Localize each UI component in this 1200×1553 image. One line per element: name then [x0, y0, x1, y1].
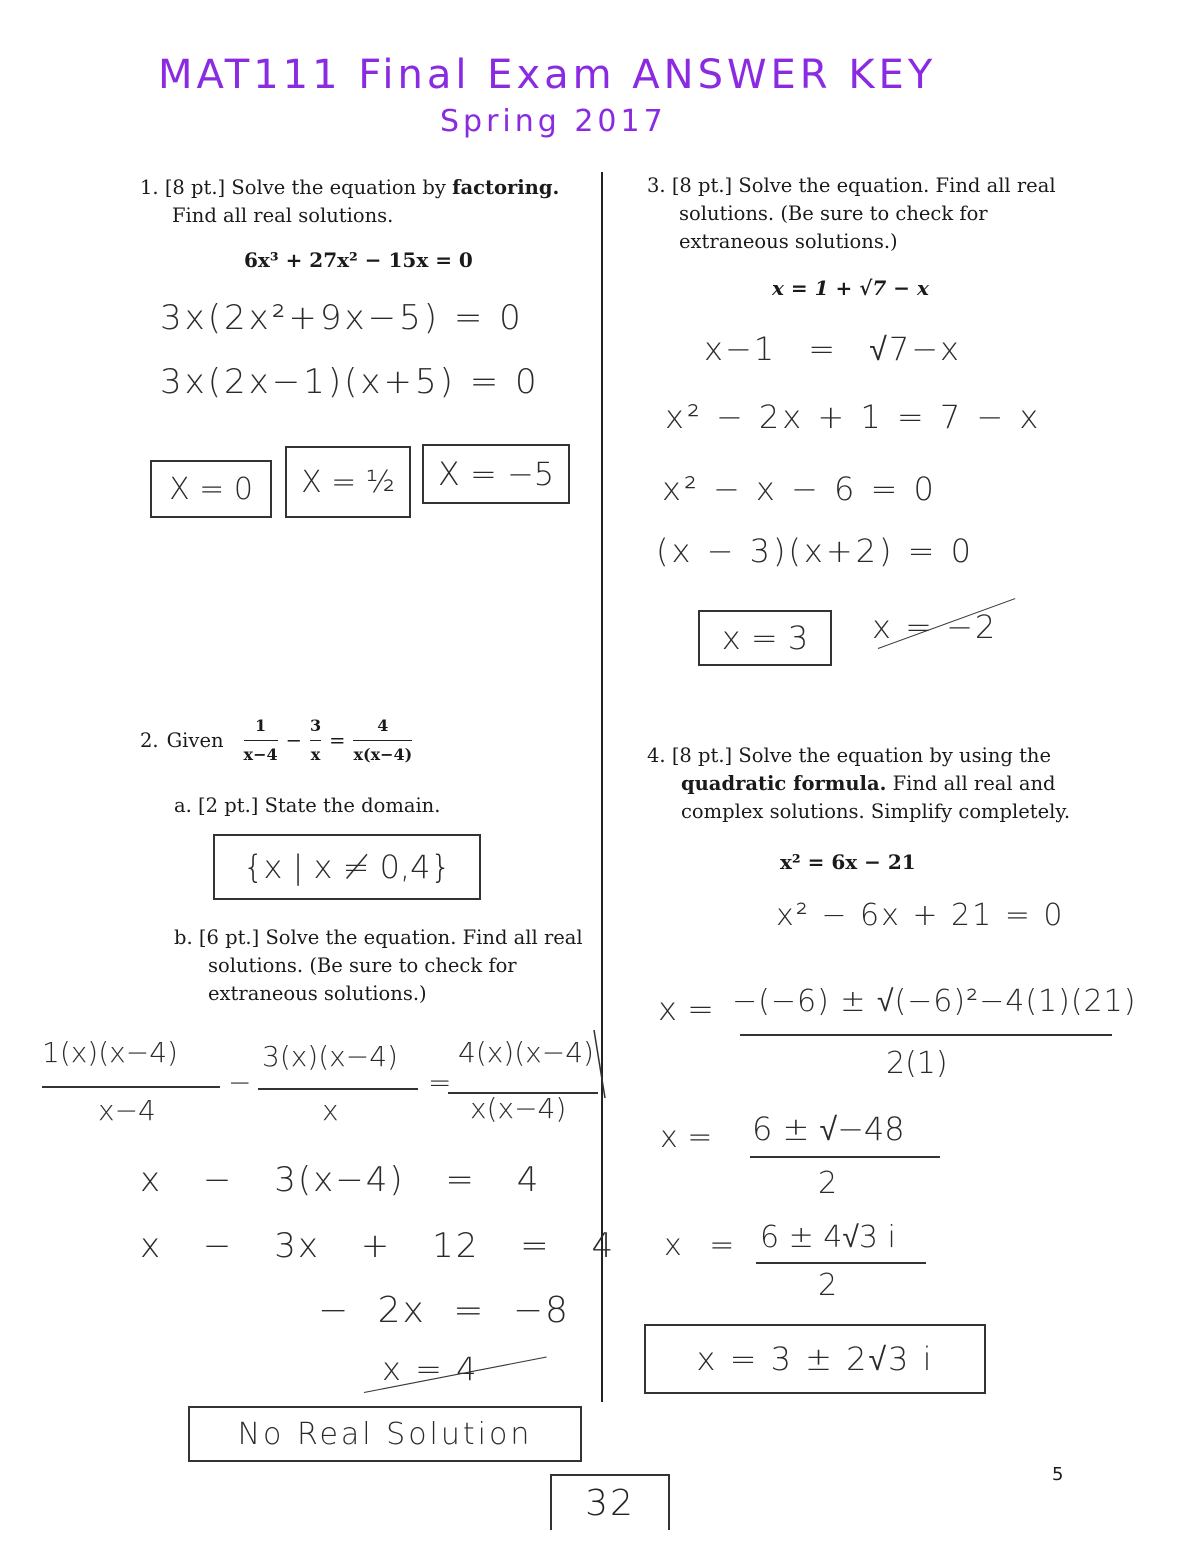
- total-score: 32: [585, 1482, 635, 1524]
- q4-work-line-1: x² − 6x + 21 = 0: [776, 898, 1065, 933]
- q4-step2-numerator: 6 ± √−48: [752, 1110, 905, 1148]
- q4-step3-numerator: 6 ± 4√3 i: [760, 1220, 896, 1255]
- q2b-equals: =: [428, 1066, 452, 1099]
- q2a-prompt: a. [2 pt.] State the domain.: [174, 794, 441, 817]
- q2a-answer: {x | x ≠ 0,4}: [243, 848, 451, 886]
- q4-step3-lhs: x =: [664, 1228, 735, 1263]
- q3-equation: x = 1 + √7 − x: [772, 276, 929, 300]
- q2b-work-den-1: x−4: [98, 1094, 156, 1127]
- q1-equation: 6x³ + 27x² − 15x = 0: [244, 248, 473, 272]
- q4-formula-numerator: −(−6) ± √(−6)²−4(1)(21): [732, 984, 1137, 1019]
- q2b-work-line-3: − 2x = −8: [318, 1290, 570, 1331]
- q1-answer-3: X = −5: [437, 455, 555, 493]
- q4-equation: x² = 6x − 21: [780, 850, 916, 874]
- q1-answer-2: X = ½: [301, 464, 395, 500]
- q4-step2-denominator: 2: [818, 1166, 838, 1201]
- q1-number: 1.: [140, 176, 159, 199]
- q4-step2-lhs: x =: [660, 1120, 713, 1155]
- q4-step2-bar: [750, 1156, 940, 1158]
- q2-minus: −: [285, 728, 302, 752]
- q4-formula-lhs: x =: [658, 990, 714, 1028]
- q2b-prompt: b. [6 pt.] Solve the equation. Find all real solutions. (Be sure to check for extraneous solutions.): [174, 926, 583, 1005]
- page-title: MAT111 Final Exam ANSWER KEY: [158, 52, 937, 98]
- question-3: 3. [8 pt.] Solve the equation. Find all real solutions. (Be sure to check for extraneous solutions.): [647, 174, 1056, 253]
- q2b-work-num-1: 1(x)(x−4): [42, 1036, 178, 1069]
- q2b-work-num-2: 3(x)(x−4): [262, 1040, 398, 1073]
- q4-formula-bar: [740, 1034, 1112, 1036]
- q2-fraction-3: $\frac{4}{x(x-4)}$: [353, 716, 413, 764]
- q1-text-bold: factoring.: [452, 176, 560, 199]
- q2-number: 2.: [140, 728, 159, 752]
- q2b-work-den-2: x: [322, 1094, 339, 1127]
- q3-work-line-4: (x − 3)(x+2) = 0: [656, 532, 975, 570]
- q2-fraction-2: $\frac{3}{x}$: [309, 716, 322, 764]
- q3-work-line-3: x² − x − 6 = 0: [662, 470, 937, 508]
- q4-answer-box: [644, 1324, 986, 1394]
- q1-text-2: Find all real solutions.: [172, 204, 394, 227]
- total-score-box: [550, 1474, 670, 1530]
- q2-given: Given: [166, 728, 224, 752]
- q1-work-line-1: 3x(2x²+9x−5) = 0: [160, 298, 524, 338]
- q2b-answer: No Real Solution: [237, 1416, 533, 1452]
- q3-work-line-1: x−1 = √7−x: [704, 330, 961, 368]
- q4-formula-denominator: 2(1): [886, 1046, 948, 1081]
- q4-step3-bar: [756, 1262, 926, 1264]
- q2-equals: =: [329, 728, 346, 752]
- page-number: 5: [1052, 1464, 1064, 1485]
- q2-fraction-1: $\frac{1}{x-4}$: [243, 716, 278, 764]
- q2b-work-line-1: x − 3(x−4) = 4: [140, 1160, 541, 1200]
- q1-work-line-2: 3x(2x−1)(x+5) = 0: [160, 362, 540, 402]
- q2b-answer-box: [188, 1406, 582, 1462]
- q2b-work-line-4-rejected: x = 4: [382, 1350, 479, 1388]
- q1-points: [8 pt.]: [164, 176, 226, 199]
- q3-rejected-solution: x = −2: [872, 608, 998, 646]
- q2b-work-line-2: x − 3x + 12 = 4: [140, 1226, 616, 1266]
- question-4: 4. [8 pt.] Solve the equation by using the quadratic formula. Find all real and complex solutions. Simplify completely.: [647, 744, 1071, 823]
- page-subtitle: Spring 2017: [440, 104, 667, 139]
- q2b-work-den-3: x(x−4): [470, 1092, 567, 1125]
- q3-work-line-2: x² − 2x + 1 = 7 − x: [665, 398, 1042, 436]
- q4-answer: x = 3 ± 2√3 i: [696, 1340, 934, 1378]
- q1-text: Solve the equation by: [231, 176, 446, 199]
- q1-answer-1: X = 0: [169, 471, 253, 507]
- q3-answer-box: [698, 610, 832, 666]
- q3-answer: x = 3: [721, 619, 809, 657]
- q4-step3-denominator: 2: [818, 1268, 838, 1303]
- q2b-minus: −: [228, 1066, 252, 1099]
- q2b-work-num-3: 4(x)(x−4): [458, 1036, 594, 1069]
